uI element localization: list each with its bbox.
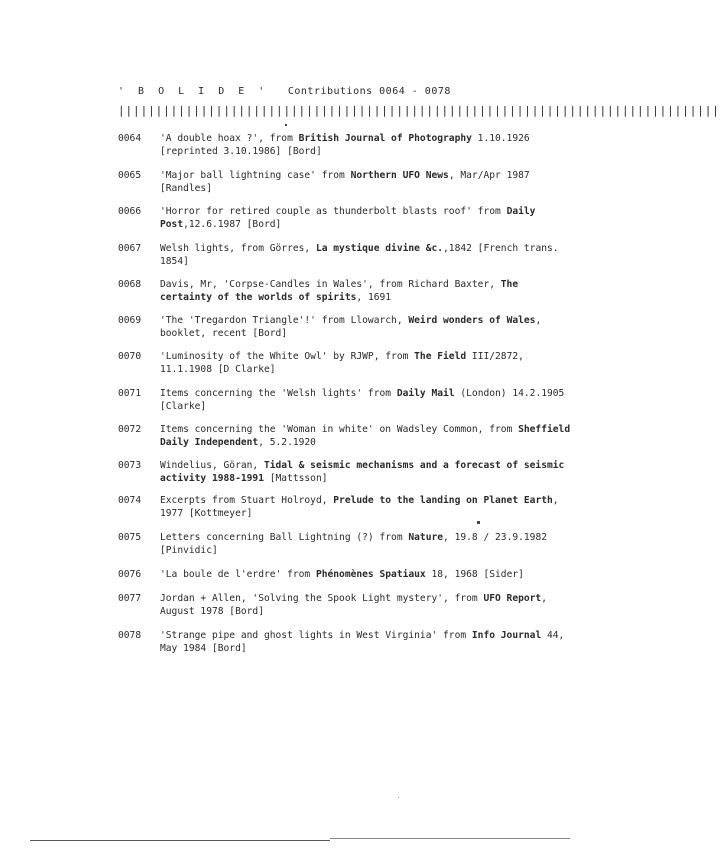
entry-number: 0067 (118, 243, 142, 254)
scan-speck (398, 797, 399, 798)
entry-text-segment: 'La boule de l'erdre' from (160, 569, 316, 580)
page-header (118, 86, 451, 97)
entry-number: 0070 (118, 351, 142, 362)
entry-text (160, 351, 572, 376)
entry-text (160, 630, 572, 655)
scan-speck (285, 124, 287, 126)
entry-number: 0064 (118, 133, 142, 144)
entry-source-title: Daily Mail (396, 388, 455, 399)
entry-source-title: Weird wonders of Wales (408, 315, 536, 326)
entry-text-segment: , 5.2.1920 (258, 436, 316, 448)
entry-number: 0066 (118, 206, 142, 217)
entry-text-segment: , 1977 [Kottmeyer] (160, 495, 559, 519)
scan-edge-line (30, 840, 330, 841)
entry-number: 0078 (118, 630, 142, 641)
entry-source-title: The certainty of the worlds of spirits (160, 279, 519, 303)
entry-source-title: British Journal of Photography (298, 133, 472, 144)
scan-speck (477, 521, 480, 524)
entry-text (160, 388, 572, 413)
entry-text (160, 315, 572, 340)
entry-text-segment: (London) 14.2.1905 [Clarke] (160, 388, 565, 412)
entry-text-segment: 'Strange pipe and ghost lights in West Virginia' from (160, 630, 472, 641)
entry-source-title: Prelude to the landing on Planet Earth (333, 495, 553, 506)
entry-source-title: Northern UFO News (350, 170, 449, 181)
entry-number: 0074 (118, 495, 142, 506)
entry-text-segment: 1.10.1926 [reprinted 3.10.1986] [Bord] (160, 133, 530, 157)
entry-text-segment: , 1691 (356, 291, 392, 303)
entry-text (160, 243, 572, 268)
entry-number: 0076 (118, 569, 142, 580)
entry-text (160, 206, 572, 231)
entry-text-segment: [Mattsson] (263, 472, 328, 484)
entry-text (160, 495, 572, 520)
entry-text (160, 593, 572, 618)
entry-source-title: UFO Report (483, 593, 542, 604)
entry-text-segment: Items concerning the 'Woman in white' on Wadsley Common, from (160, 424, 519, 435)
entry-text-segment: , booklet, recent [Bord] (160, 315, 542, 339)
entry-text (160, 569, 572, 582)
entry-text-segment: Letters concerning Ball Lightning (?) from (160, 532, 409, 543)
entry-text (160, 460, 572, 485)
entry-source-title: The Field (414, 351, 467, 362)
entry-source-title: Daily Post (160, 206, 536, 230)
entry-text-segment: Jordan + Allen, 'Solving the Spook Light mystery', from (160, 593, 484, 604)
entry-text-segment: Items concerning the 'Welsh lights' from (160, 388, 397, 399)
entry-source-title: Nature (408, 532, 444, 543)
entry-text-segment: 'Major ball lightning case' from (160, 170, 351, 181)
entry-text-segment: 18, 1968 [Sider] (425, 569, 524, 580)
entry-text-segment: , Mar/Apr 1987 [Randles] (160, 170, 530, 194)
entry-text-segment: III/2872, 11.1.1908 [D Clarke] (160, 351, 524, 375)
entry-text (160, 170, 572, 195)
entry-source-title: Sheffield Daily Independent (160, 424, 571, 448)
entry-text (160, 424, 572, 449)
entry-source-title: La mystique divine &c. (315, 243, 444, 254)
entry-text (160, 532, 572, 557)
entry-text-segment: 'The 'Tregardon Triangle'!' from Llowarch, (160, 315, 409, 326)
entry-text-segment: Welsh lights, from Görres, (160, 243, 316, 254)
entry-text-segment: ,1842 [French trans. 1854] (160, 243, 559, 267)
scan-edge-line (330, 838, 570, 839)
entry-text-segment: 'Luminosity of the White Owl' by RJWP, from (160, 351, 415, 362)
entry-source-title: Info Journal (471, 630, 542, 641)
entry-number: 0069 (118, 315, 142, 326)
entry-text-segment: 'Horror for retired couple as thunderbolt blasts roof' from (160, 206, 507, 217)
entry-number: 0075 (118, 532, 142, 543)
entry-text-segment: Windelius, Göran, (160, 460, 264, 471)
entry-text-segment: ,12.6.1987 [Bord] (183, 218, 282, 230)
entry-number: 0068 (118, 279, 142, 290)
entry-source-title: Tidal & seismic mechanisms and a forecast of seismic activity 1988-1991 (160, 460, 565, 484)
entry-number: 0072 (118, 424, 142, 435)
header-prefix: ' B O L I D E ' (118, 86, 269, 97)
header-title: Contributions 0064 - 0078 (287, 86, 451, 97)
entry-text-segment: Excerpts from Stuart Holroyd, (160, 495, 334, 506)
entry-text-segment: , August 1978 [Bord] (160, 593, 547, 617)
entry-text-segment: Davis, Mr, 'Corpse-Candles in Wales', from Richard Baxter, (160, 279, 501, 290)
entry-text-segment: 'A double hoax ?', from (160, 133, 299, 144)
entry-number: 0073 (118, 460, 142, 471)
entry-number: 0077 (118, 593, 142, 604)
separator-rule: |||||||||||||||||||||||||||||||||||||||||||||||||||||||||||||||||||||||||||||||| (118, 104, 720, 117)
entry-number: 0071 (118, 388, 142, 399)
entry-text (160, 279, 572, 304)
entry-text-segment: 44, May 1984 [Bord] (160, 630, 565, 654)
entry-number: 0065 (118, 170, 142, 181)
entry-text-segment: , 19.8 / 23.9.1982 [Pinvidic] (160, 532, 547, 556)
entry-text (160, 133, 572, 158)
entry-source-title: Phénomènes Spatiaux (315, 569, 426, 580)
